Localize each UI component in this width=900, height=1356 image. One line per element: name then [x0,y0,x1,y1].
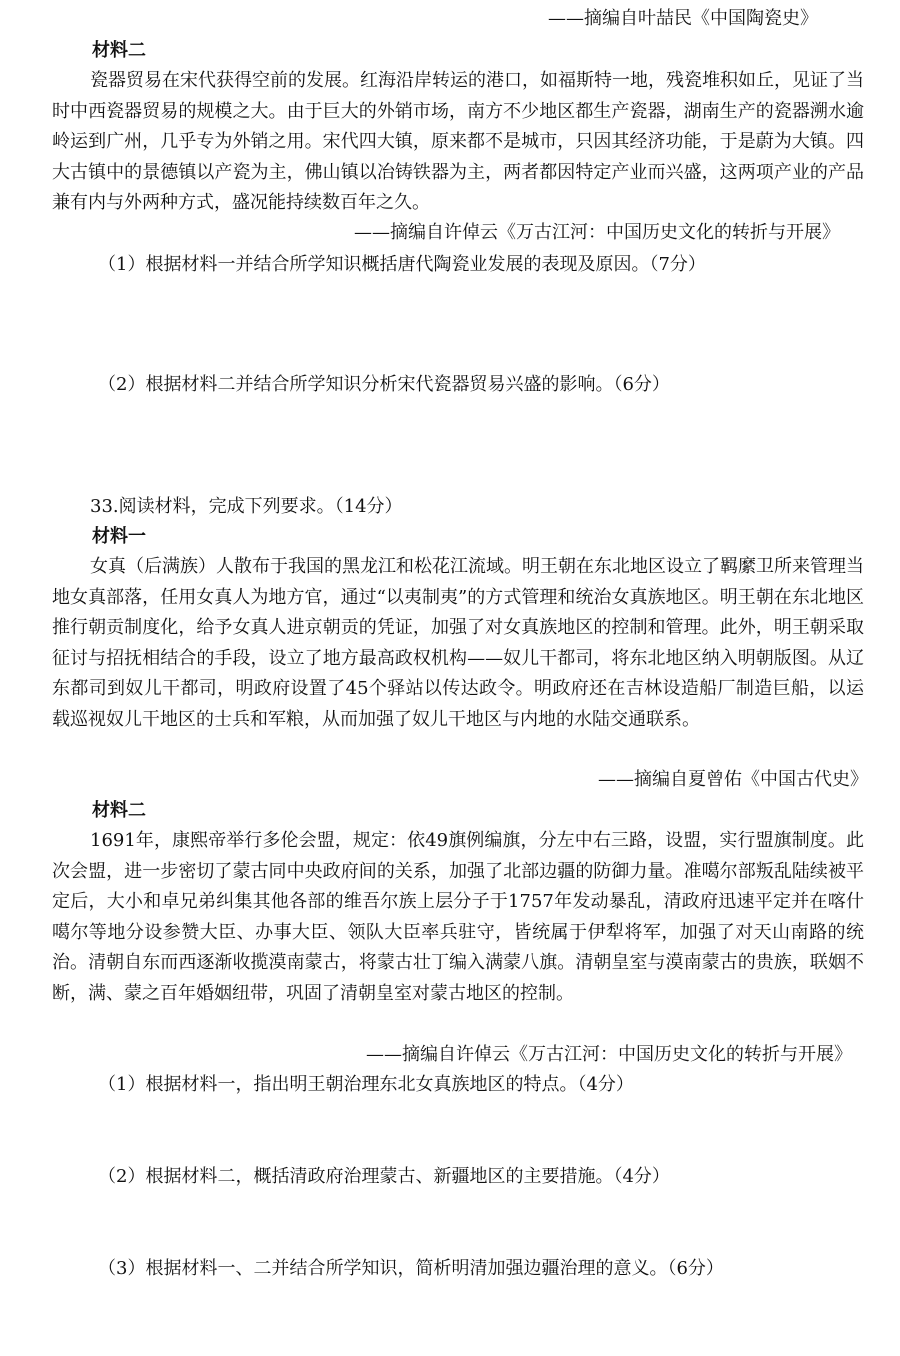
q33-question-3: （3）根据材料一、二并结合所学知识，简析明清加强边疆治理的意义。（6分） [98,1258,724,1279]
q32-material2-text: 瓷器贸易在宋代获得空前的发展。红海沿岸转运的港口，如福斯特一地，残瓷堆积如丘，见证了当时中西瓷器贸易的规模之大。由于巨大的外销市场，南方不少地区都生产瓷器，湖南生产的瓷器溯水逾岭运到广州，几乎专为外销之用。宋代四大镇，原来都不是城市，只因其经济功能，于是蔚为大镇。四大古镇中的景德镇以产瓷为主，佛山镇以冶铸铁器为主，两者都因特定产业而兴盛，这两项产业的产品兼有内与外两种方式，盛况能持续数百年之久。 [52,70,864,213]
q33-material1-heading: 材料一 [92,526,146,547]
q32-question-1: （1）根据材料一并结合所学知识概括唐代陶瓷业发展的表现及原因。（7分） [98,254,706,275]
q32-material1-source: ——摘编自叶喆民《中国陶瓷史》 [548,8,818,29]
q33-material2-heading: 材料二 [92,800,146,821]
q33-question-2: （2）根据材料二，概括清政府治理蒙古、新疆地区的主要措施。（4分） [98,1166,670,1187]
q33-material1-text: 女真（后满族）人散布于我国的黑龙江和松花江流域。明王朝在东北地区设立了羁縻卫所来管理当地女真部落，任用女真人为地方官，通过“以夷制夷”的方式管理和统治女真族地区。明王朝在东北地区推行朝贡制度化，给予女真人进京朝贡的凭证，加强了对女真族地区的控制和管理。此外，明王朝采取征讨与招抚相结合的手段，设立了地方最高政权机构——奴儿干都司，将东北地区纳入明朝版图。从辽东都司到奴儿干都司，明政府设置了45个驿站以传达政令。明政府还在吉林设造船厂制造巨船，以运载巡视奴儿干地区的士兵和军粮，从而加强了奴儿干地区与内地的水陆交通联系。 [52,556,864,730]
q33-question-1: （1）根据材料一，指出明王朝治理东北女真族地区的特点。（4分） [98,1074,634,1095]
q33-material2-source: ——摘编自许倬云《万古江河：中国历史文化的转折与开展》 [366,1044,852,1065]
q33-title: 33.阅读材料，完成下列要求。（14分） [90,496,403,517]
q32-material2-source: ——摘编自许倬云《万古江河：中国历史文化的转折与开展》 [354,222,840,243]
q32-material2-heading: 材料二 [92,40,146,61]
q33-material1-source: ——摘编自夏曾佑《中国古代史》 [598,769,868,790]
q32-question-2: （2）根据材料二并结合所学知识分析宋代瓷器贸易兴盛的影响。（6分） [98,374,670,395]
q33-material2-text: 1691年，康熙帝举行多伦会盟，规定：依49旗例编旗，分左中右三路，设盟，实行盟旗制度。此次会盟，进一步密切了蒙古同中央政府间的关系，加强了北部边疆的防御力量。准噶尔部叛乱陆续被平定后，大小和卓兄弟纠集其他各部的维吾尔族上层分子于1757年发动暴乱，清政府迅速平定并在喀什噶尔等地分设参赞大臣、办事大臣、领队大臣率兵驻守，皆统属于伊犁将军，加强了对天山南路的统治。清朝自东而西逐渐收揽漠南蒙古，将蒙古壮丁编入满蒙八旗。清朝皇室与漠南蒙古的贵族，联姻不断，满、蒙之百年婚姻纽带，巩固了清朝皇室对蒙古地区的控制。 [52,830,864,1004]
